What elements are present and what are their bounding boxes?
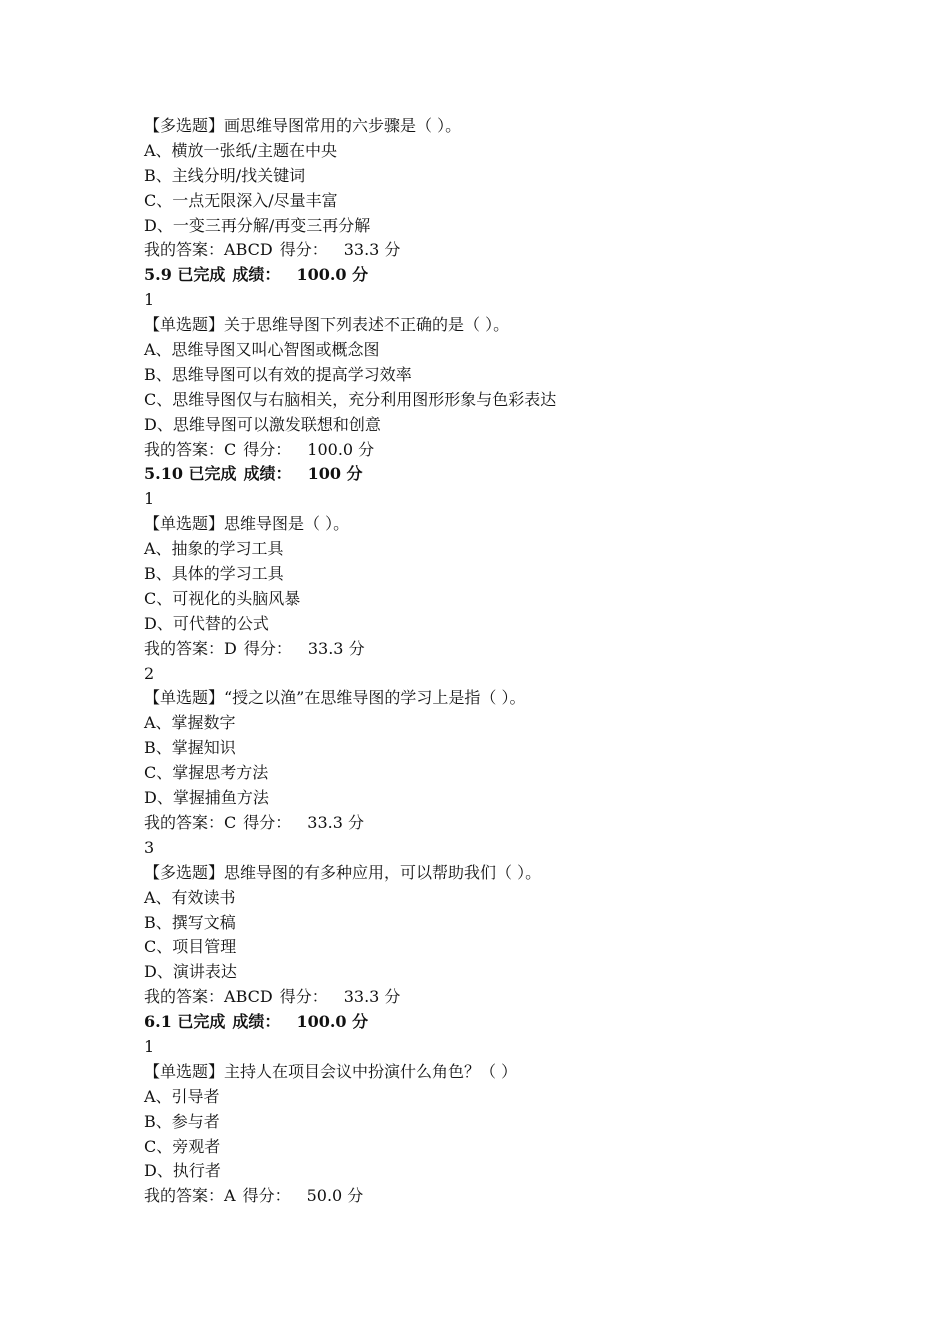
answer-line [144,238,904,263]
answer-value: C [224,439,237,459]
question-stem: 【多选题】画思维导图常用的六步骤是（ ）。 [144,116,462,135]
question-option: A、思维导图又叫心智图或概念图 [144,340,380,360]
section-heading [144,263,904,288]
score-value: 33.3 分 [343,987,401,1007]
grade-value: 100.0 分 [296,265,369,285]
question-stem: 【单选题】思维导图是（ ）。 [144,514,350,534]
question-stem: 【多选题】思维导图的有多种应用，可以帮助我们（ ）。 [144,862,542,882]
question-option: A、掌握数字 [144,713,236,733]
answer-value: D [224,638,237,658]
question-option: A、引导者 [144,1086,220,1106]
answer-line [144,1184,904,1209]
answer-label: 我的答案： [144,439,225,459]
question-option: C、旁观者 [144,1136,221,1156]
score-label: 得分： [279,240,328,260]
question-option: B、掌握知识 [144,738,236,758]
question-option: B、主线分明/找关键词 [144,165,306,185]
document-page [144,114,904,1209]
question-number: 2 [144,663,155,683]
score-value: 33.3 分 [343,240,401,260]
answer-label: 我的答案： [144,987,225,1007]
question-stem: 【单选题】“授之以渔”在思维导图的学习上是指（ ）。 [144,688,526,708]
question-option: B、思维导图可以有效的提高学习效率 [144,364,412,384]
question-number: 1 [144,1036,155,1056]
score-label: 得分： [243,638,292,658]
question-option: B、撰写文稿 [144,912,236,932]
score-label: 得分： [243,439,292,459]
answer-value: C [224,812,237,832]
question-stem: 【单选题】关于思维导图下列表述不正确的是（ ）。 [144,315,510,335]
score-value: 50.0 分 [306,1186,364,1206]
question-number: 1 [144,290,155,310]
answer-line [144,811,904,836]
question-option: C、项目管理 [144,937,237,957]
grade-label: 成绩： [232,1012,281,1032]
answer-value: ABCD [224,987,273,1007]
section-title: 6.1 已完成 [144,1012,226,1032]
question-option: D、执行者 [144,1161,221,1181]
score-label: 得分： [279,987,328,1007]
score-value: 33.3 分 [307,812,364,832]
question-option: C、一点无限深入/尽量丰富 [144,190,338,210]
score-label: 得分： [243,812,292,832]
answer-label: 我的答案： [144,1186,225,1206]
question-option: C、掌握思考方法 [144,763,269,783]
section-title: 5.9 已完成 [144,265,226,285]
score-label: 得分： [242,1186,291,1206]
answer-label: 我的答案： [144,638,225,658]
answer-label: 我的答案： [144,812,225,832]
section-heading [144,1010,904,1035]
section-title: 5.10 已完成 [144,464,237,484]
score-value: 33.3 分 [307,638,365,658]
question-option: B、参与者 [144,1111,220,1131]
question-option: A、横放一张纸/主题在中央 [144,140,337,160]
question-option: C、思维导图仅与右脑相关，充分利用图形形象与色彩表达 [144,389,557,409]
question-option: D、掌握捕鱼方法 [144,788,269,808]
question-option: D、演讲表达 [144,962,237,982]
grade-value: 100.0 分 [296,1012,369,1032]
grade-label: 成绩： [243,464,292,484]
grade-value: 100 分 [307,464,363,484]
question-option: D、思维导图可以激发联想和创意 [144,414,381,434]
question-number: 1 [144,489,155,509]
question-number: 3 [144,837,155,857]
question-option: D、可代替的公式 [144,613,269,633]
score-value: 100.0 分 [307,439,375,459]
question-stem: 【单选题】主持人在项目会议中扮演什么角色？（ ） [144,1061,518,1081]
section-heading [144,462,904,487]
answer-line [144,438,904,463]
grade-label: 成绩： [232,265,281,285]
question-option: D、一变三再分解/再变三再分解 [144,215,371,235]
answer-line [144,637,904,662]
answer-line [144,985,904,1010]
answer-value: A [224,1186,236,1206]
question-option: A、有效读书 [144,887,236,907]
question-option: A、抽象的学习工具 [144,539,284,559]
answer-value: ABCD [224,240,273,260]
question-option: B、具体的学习工具 [144,564,284,584]
answer-label: 我的答案： [144,240,225,260]
question-option: C、可视化的头脑风暴 [144,588,301,608]
